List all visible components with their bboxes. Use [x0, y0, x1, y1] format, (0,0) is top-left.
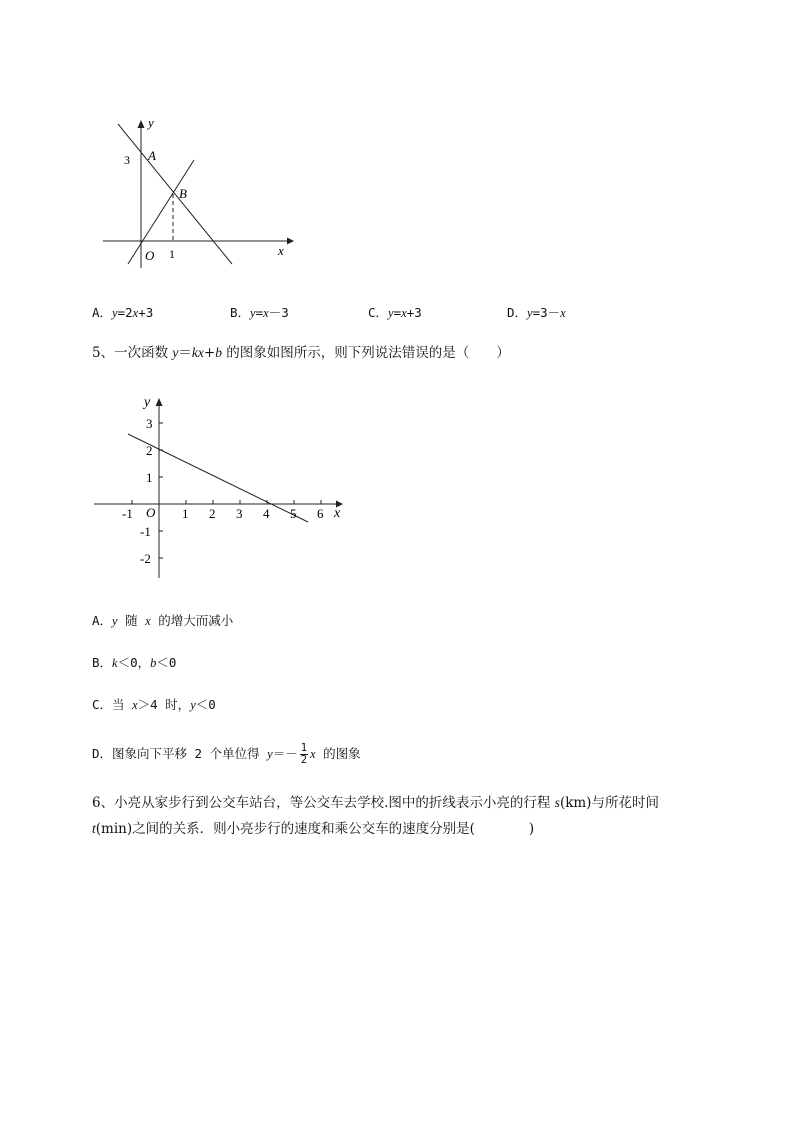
- q5-x-tick-label: 2: [209, 506, 216, 521]
- q4-point-b-label: B: [179, 186, 187, 201]
- q5-y-tick-label: -2: [140, 551, 151, 566]
- q5-x-tick-label: 5: [290, 506, 297, 521]
- q5-y-axis-label: y: [144, 395, 151, 410]
- q5-tick-marks: [132, 423, 321, 558]
- q5-x-axis-label: x: [334, 506, 341, 521]
- q5-y-tick-label: 2: [146, 443, 153, 458]
- q4-y-tick-3: 3: [124, 153, 130, 167]
- q4-x-arrow: [287, 238, 294, 245]
- q6-question-line-1: 6、小亮从家步行到公交车站台，等公交车去学校.图中的折线表示小亮的行程 s(km)与所花时间: [92, 795, 659, 811]
- q5-x-tick-label: 3: [236, 506, 243, 521]
- q4-origin-label: O: [145, 248, 155, 263]
- q4-option-d: D．y=3－x: [507, 305, 566, 320]
- q4-x-axis-label: x: [278, 243, 284, 258]
- q6-question-line-2: t(min)之间的关系．则小亮步行的速度和乘公交车的速度分别是( ): [92, 821, 535, 837]
- q4-option-a: A．y=2x+3: [92, 305, 154, 320]
- q5-y-tick-label: 3: [146, 416, 153, 431]
- q5-x-tick-label: 6: [317, 506, 324, 521]
- q4-x-tick-1: 1: [169, 247, 175, 261]
- q5-y-tick-label: -1: [140, 524, 151, 539]
- q5-x-tick-label: 1: [182, 506, 189, 521]
- q5-y-tick-label: 1: [146, 470, 153, 485]
- q4-y-arrow: [138, 120, 145, 128]
- q5-x-tick-label: 4: [263, 506, 270, 521]
- q4-option-b: B．y=x－3: [230, 305, 289, 320]
- q4-y-axis-label: y: [148, 115, 154, 130]
- q4-graph: [95, 108, 305, 273]
- q4-line-decreasing: [118, 124, 232, 264]
- q5-option-c: C．当 x＞4 时，y＜0: [92, 697, 216, 712]
- q4-line-increasing: [128, 160, 194, 264]
- q5-y-arrow: [156, 398, 163, 406]
- q4-option-c: C．y=x+3: [368, 305, 422, 320]
- q5-option-a: A．y 随 x 的增大而减小: [92, 613, 234, 628]
- q5-graph: [90, 388, 355, 583]
- q5-origin-label: O: [146, 505, 156, 520]
- q5-option-b: B．k＜0，b＜0: [92, 655, 177, 670]
- q5-question-stem: 5、一次函数 y＝kx+b 的图象如图所示，则下列说法错误的是（ ）: [92, 345, 510, 361]
- fraction-one-half: $\frac{1}{2}$: [300, 742, 308, 766]
- q5-option-d: D．图象向下平移 2 个单位得 y＝－ $\frac{1}{2}$ x 的图象: [92, 742, 361, 766]
- q4-point-a-label: A: [148, 148, 156, 163]
- q5-x-tick-label: -1: [122, 506, 133, 521]
